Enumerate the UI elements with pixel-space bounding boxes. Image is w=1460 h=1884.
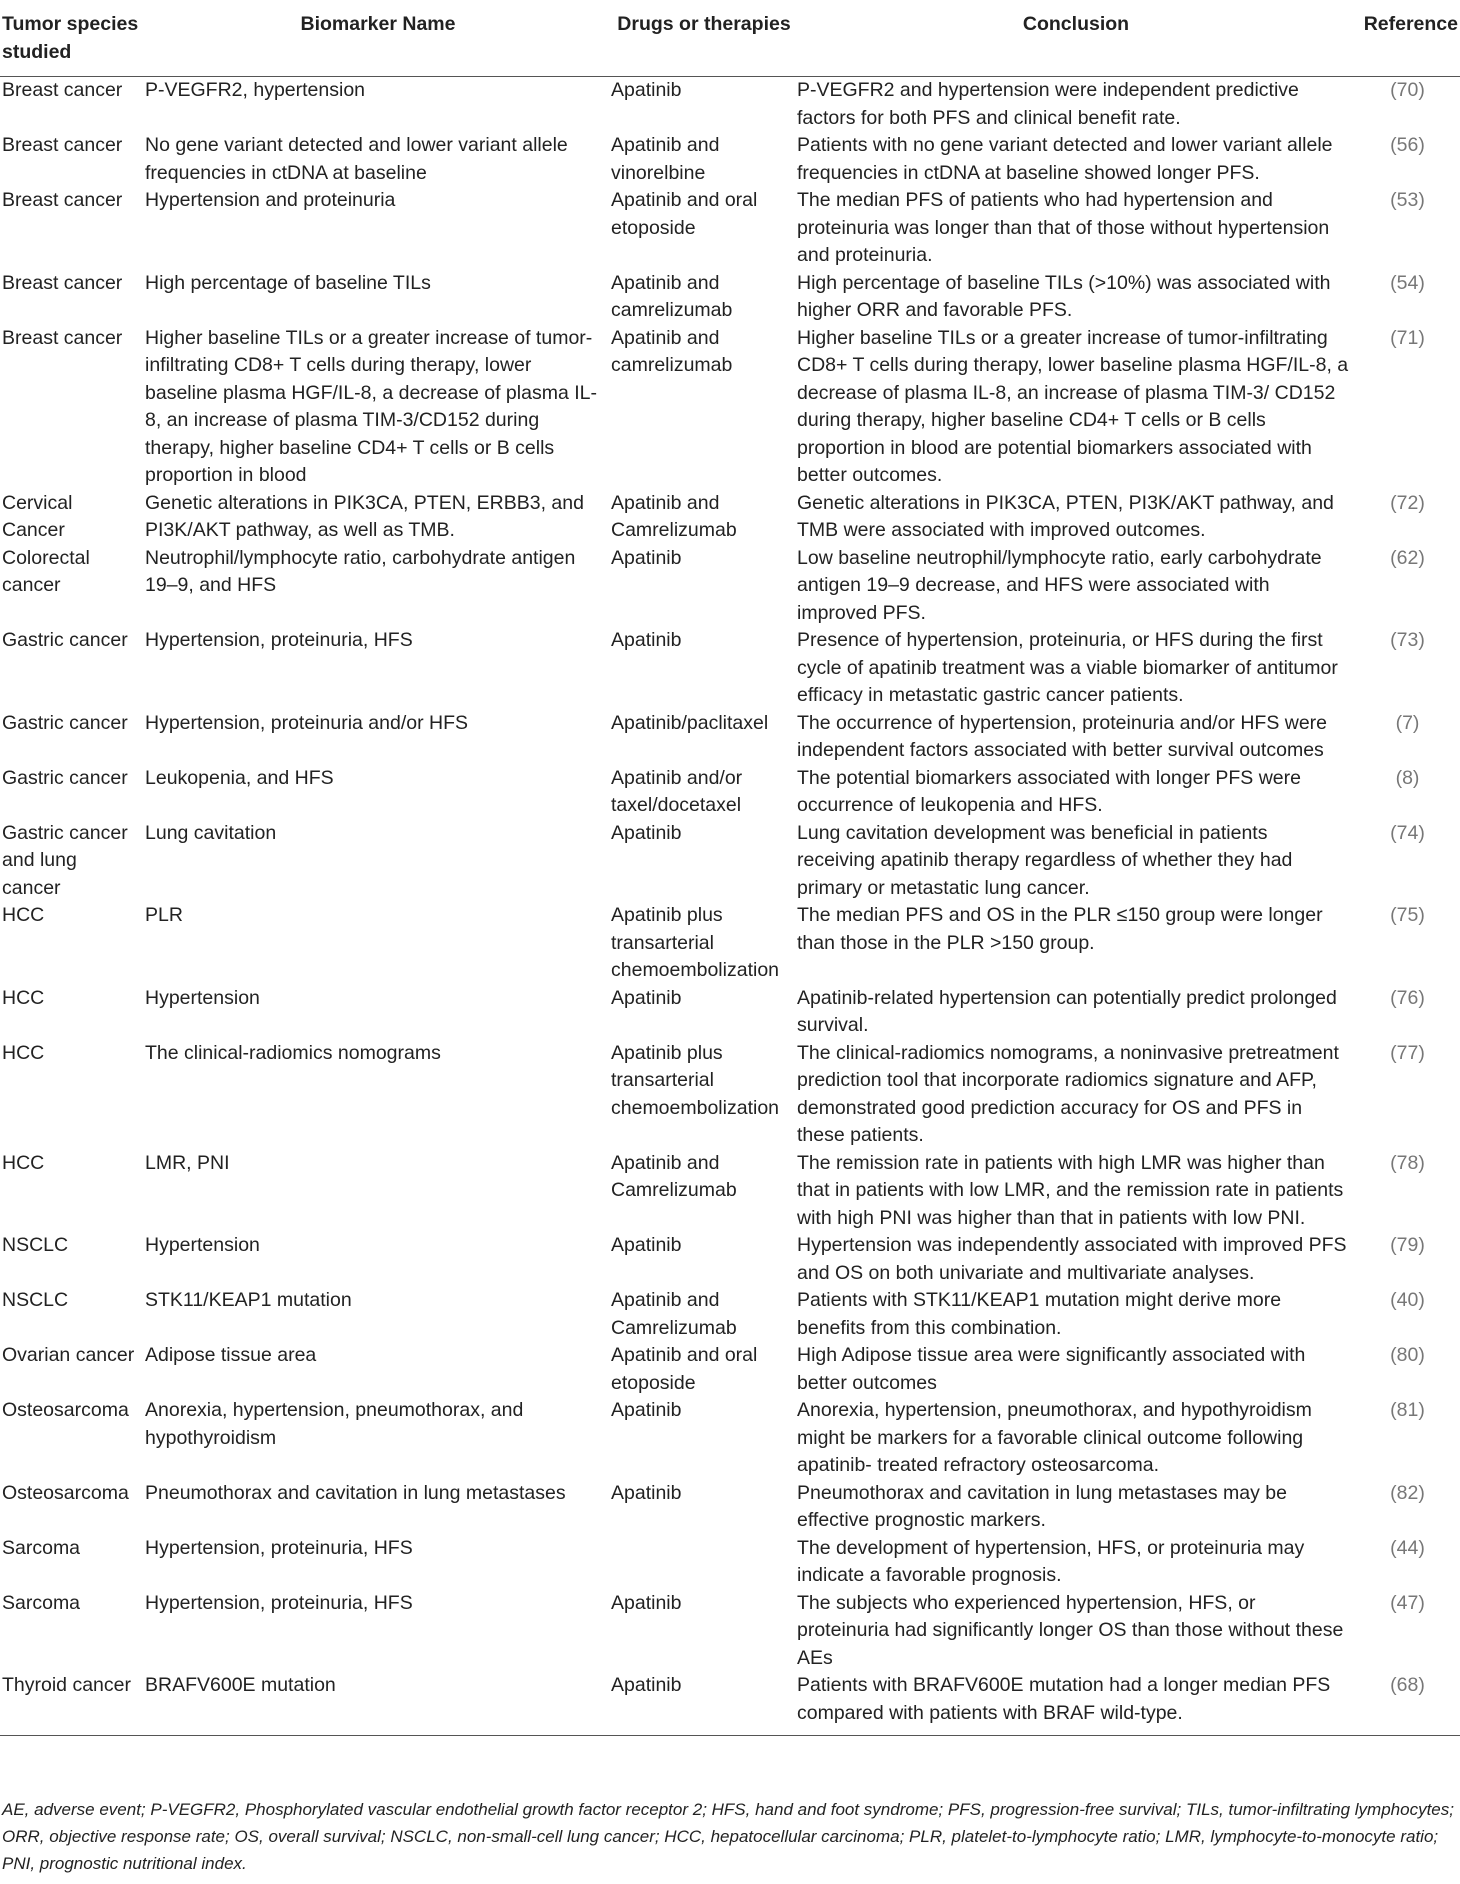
table-row [0, 1040, 1460, 1150]
cell-biomarker: Hypertension [145, 1234, 260, 1256]
cell-reference: (72) [1390, 491, 1425, 514]
cell-drugs: Apatinib and oral etoposide [611, 189, 758, 239]
cell-drugs: Apatinib [611, 546, 682, 569]
cell-drugs: Apatinib [611, 1234, 682, 1256]
cell-reference: (8) [1395, 766, 1420, 789]
cell-conclusion: Anorexia, hypertension, pneumothorax, and hypothyroidism might be markers for a favorable clinical outcome following apatinib- treated refractory osteosarcoma. [797, 1399, 1312, 1476]
cell-drugs: Apatinib [611, 1591, 682, 1614]
cell-conclusion: The potential biomarkers associated with longer PFS were occurrence of leukopenia and HFS. [797, 766, 1301, 816]
header-biomarker: Biomarker Name [145, 2, 611, 77]
cell-reference: (81) [1390, 1399, 1425, 1421]
cell-tumor: HCC [2, 986, 45, 1009]
cell-tumor: Colorectal cancer [2, 546, 90, 596]
cell-conclusion: The subjects who experienced hypertension, HFS, or proteinuria had significantly longer OS than those without these AEs [797, 1591, 1344, 1669]
cell-biomarker: BRAFV600E mutation [145, 1672, 611, 1736]
cell-reference: (40) [1390, 1289, 1425, 1311]
cell-reference: (54) [1390, 271, 1425, 294]
cell-reference: (53) [1390, 189, 1425, 211]
cell-tumor: Gastric cancer [2, 711, 128, 734]
table-header [0, 2, 1460, 77]
table-row [0, 1397, 1460, 1480]
cell-biomarker: The clinical-radiomics nomograms [145, 1041, 441, 1064]
cell-drugs: Apatinib and Camrelizumab [611, 1151, 737, 1201]
cell-biomarker: STK11/KEAP1 mutation [145, 1289, 352, 1311]
cell-tumor: Gastric cancer [2, 766, 128, 789]
cell-tumor: Sarcoma [2, 1536, 81, 1559]
cell-drugs: Apatinib and camrelizumab [611, 326, 733, 376]
table-row [0, 710, 1460, 765]
cell-tumor: NSCLC [2, 1234, 69, 1256]
cell-drugs: Apatinib [611, 1399, 682, 1421]
cell-biomarker: Pneumothorax and cavitation in lung metastases [145, 1481, 566, 1504]
cell-reference: (78) [1390, 1151, 1425, 1174]
cell-reference: (7) [1395, 711, 1420, 734]
cell-drugs: Apatinib plus transarterial chemoembolization [611, 1041, 780, 1119]
cell-conclusion: Higher baseline TILs or a greater increase of tumor-infiltrating CD8+ T cells during therapy, lower baseline plasma HGF/IL-8, a decrease of plasma IL-8, an increase of plasma TIM-3/ CD152 during therapy, higher baseline CD4+ T cells or B cells proportion in blood are potential biomarkers associated with better outcomes. [797, 326, 1349, 486]
cell-biomarker: Anorexia, hypertension, pneumothorax, and hypothyroidism [145, 1399, 524, 1449]
header-conclusion: Conclusion [797, 2, 1355, 77]
cell-drugs: Apatinib and/or taxel/docetaxel [611, 766, 743, 816]
cell-conclusion: Apatinib-related hypertension can potentially predict prolonged survival. [797, 986, 1337, 1036]
cell-tumor: HCC [2, 1151, 45, 1174]
cell-biomarker: Lung cavitation [145, 821, 277, 844]
cell-conclusion: High percentage of baseline TILs (>10%) was associated with higher ORR and favorable PFS. [797, 271, 1331, 321]
cell-conclusion: The clinical-radiomics nomograms, a noninvasive pretreatment prediction tool that incorporate radiomics signature and AFP, demonstrated good prediction accuracy for OS and PFS in these patients. [797, 1041, 1339, 1146]
table-row [0, 1480, 1460, 1535]
cell-reference: (56) [1390, 134, 1425, 156]
cell-conclusion: Genetic alterations in PIK3CA, PTEN, PI3K/AKT pathway, and TMB were associated with improved outcomes. [797, 491, 1334, 541]
cell-drugs: Apatinib [611, 986, 682, 1009]
cell-reference: (73) [1390, 629, 1425, 651]
cell-tumor: Breast cancer [2, 189, 123, 211]
cell-drugs: Apatinib and Camrelizumab [611, 1289, 737, 1339]
table-row [0, 187, 1460, 270]
cell-reference: (70) [1390, 79, 1425, 101]
cell-drugs: Apatinib [611, 1481, 682, 1504]
cell-conclusion: Low baseline neutrophil/lymphocyte ratio, early carbohydrate antigen 19–9 decrease, and HFS were associated with improved PFS. [797, 546, 1322, 624]
cell-conclusion: The development of hypertension, HFS, or proteinuria may indicate a favorable prognosis. [797, 1536, 1305, 1586]
table-row [0, 1150, 1460, 1233]
cell-conclusion: Patients with STK11/KEAP1 mutation might derive more benefits from this combination. [797, 1289, 1282, 1339]
table-row [0, 325, 1460, 490]
cell-conclusion: The median PFS and OS in the PLR ≤150 group were longer than those in the PLR >150 group. [797, 904, 1323, 954]
table-row [0, 270, 1460, 325]
table-row [0, 490, 1460, 545]
cell-reference: (80) [1390, 1344, 1425, 1366]
cell-drugs: Apatinib [611, 629, 682, 651]
cell-tumor: HCC [2, 904, 45, 926]
cell-conclusion: Patients with no gene variant detected and lower variant allele frequencies in ctDNA at baseline showed longer PFS. [797, 134, 1333, 184]
cell-reference: (62) [1390, 546, 1425, 569]
header-reference: Reference [1355, 2, 1460, 77]
cell-reference: (47) [1390, 1591, 1425, 1614]
cell-conclusion: P-VEGFR2 and hypertension were independent predictive factors for both PFS and clinical benefit rate. [797, 79, 1299, 129]
cell-reference: (82) [1390, 1481, 1425, 1504]
header-drugs: Drugs or therapies [611, 2, 797, 77]
cell-biomarker: Genetic alterations in PIK3CA, PTEN, ERBB3, and PI3K/AKT pathway, as well as TMB. [145, 491, 584, 541]
cell-tumor: Cervical Cancer [2, 491, 73, 541]
cell-drugs: Apatinib plus transarterial chemoembolization [611, 904, 780, 981]
table-footnote: AE, adverse event; P-VEGFR2, Phosphorylated vascular endothelial growth factor receptor 2; HFS, hand and foot syndrome; PFS, progression-free survival; TILs, tumor-infiltrating lymphocytes; ORR, objective response rate; OS, overall survival; NSCLC, non-small-cell lung cancer; HCC, hepatocellular carcinoma; PLR, platelet-to-lymphocyte ratio; LMR, lymphocyte-to-monocyte ratio; PNI, prognostic nutritional index. [2, 1800, 1454, 1873]
cell-tumor: Sarcoma [2, 1591, 81, 1614]
table-row [0, 545, 1460, 628]
cell-conclusion: High Adipose tissue area were significantly associated with better outcomes [797, 1344, 1306, 1394]
cell-tumor: Breast cancer [2, 326, 123, 349]
cell-conclusion: Presence of hypertension, proteinuria, or HFS during the first cycle of apatinib treatment was a viable biomarker of antitumor efficacy in metastatic gastric cancer patients. [797, 629, 1338, 706]
cell-conclusion: Hypertension was independently associated with improved PFS and OS on both univariate and multivariate analyses. [797, 1234, 1347, 1284]
cell-tumor: HCC [2, 1041, 45, 1064]
cell-reference: (79) [1390, 1234, 1425, 1256]
cell-biomarker: Hypertension, proteinuria, HFS [145, 629, 413, 651]
cell-tumor: Gastric cancer and lung cancer [2, 821, 128, 899]
cell-biomarker: Adipose tissue area [145, 1344, 317, 1366]
cell-tumor: Ovarian cancer [2, 1344, 135, 1366]
cell-drugs: Apatinib/paclitaxel [611, 711, 769, 734]
cell-biomarker: P-VEGFR2, hypertension [145, 79, 366, 101]
cell-tumor: Osteosarcoma [2, 1399, 129, 1421]
cell-biomarker: PLR [145, 904, 183, 926]
cell-reference: (75) [1390, 904, 1425, 926]
cell-biomarker: High percentage of baseline TILs [145, 271, 431, 294]
cell-reference: (68) [1355, 1672, 1460, 1736]
table-row [0, 985, 1460, 1040]
cell-conclusion: Lung cavitation development was beneficial in patients receiving apatinib therapy regardless of whether they had primary or metastatic lung cancer. [797, 821, 1293, 899]
table-row [0, 1342, 1460, 1397]
cell-biomarker: LMR, PNI [145, 1151, 230, 1174]
cell-biomarker: Hypertension, proteinuria, HFS [145, 1536, 413, 1559]
cell-drugs: Apatinib [611, 1672, 797, 1736]
cell-biomarker: Hypertension, proteinuria, HFS [145, 1591, 413, 1614]
cell-tumor: Osteosarcoma [2, 1481, 129, 1504]
cell-biomarker: No gene variant detected and lower variant allele frequencies in ctDNA at baseline [145, 134, 568, 184]
table-row [0, 132, 1460, 187]
table-row [0, 77, 1460, 133]
cell-reference: (71) [1390, 326, 1425, 349]
header-row [0, 2, 1460, 77]
cell-reference: (74) [1390, 821, 1425, 844]
cell-tumor: Breast cancer [2, 134, 123, 156]
table-row [0, 1287, 1460, 1342]
cell-conclusion: The remission rate in patients with high LMR was higher than that in patients with low LMR, and the remission rate in patients with high PNI was higher than that in patients with low PNI. [797, 1151, 1344, 1229]
cell-tumor: Breast cancer [2, 79, 123, 101]
cell-biomarker: Hypertension [145, 986, 260, 1009]
table-row [0, 902, 1460, 985]
cell-conclusion: Patients with BRAFV600E mutation had a longer median PFS compared with patients with BRAF wild-type. [797, 1672, 1355, 1736]
table-row [0, 1672, 1460, 1736]
cell-biomarker: Neutrophil/lymphocyte ratio, carbohydrate antigen 19–9, and HFS [145, 546, 576, 596]
cell-drugs: Apatinib and Camrelizumab [611, 491, 737, 541]
cell-drugs: Apatinib and camrelizumab [611, 271, 733, 321]
table-row [0, 1590, 1460, 1673]
cell-conclusion: The occurrence of hypertension, proteinuria and/or HFS were independent factors associated with better survival outcomes [797, 711, 1328, 761]
table-row [0, 1232, 1460, 1287]
cell-biomarker: Hypertension and proteinuria [145, 189, 396, 211]
cell-biomarker: Higher baseline TILs or a greater increase of tumor-infiltrating CD8+ T cells during therapy, lower baseline plasma HGF/IL-8, a decrease of plasma IL-8, an increase of plasma TIM-3/CD152 during therapy, higher baseline CD4+ T cells or B cells proportion in blood [145, 326, 597, 486]
cell-drugs: Apatinib and oral etoposide [611, 1344, 758, 1394]
cell-drugs: Apatinib [611, 79, 682, 101]
cell-tumor: Thyroid cancer [0, 1672, 145, 1736]
table-body [0, 77, 1460, 1736]
table-row [0, 765, 1460, 820]
cell-biomarker: Hypertension, proteinuria and/or HFS [145, 711, 468, 734]
table-row [0, 820, 1460, 903]
cell-conclusion: Pneumothorax and cavitation in lung metastases may be effective prognostic markers. [797, 1481, 1287, 1531]
biomarker-table [0, 2, 1460, 1736]
cell-reference: (76) [1390, 986, 1425, 1009]
table-row [0, 1535, 1460, 1590]
cell-tumor: Gastric cancer [2, 629, 128, 651]
cell-conclusion: The median PFS of patients who had hypertension and proteinuria was longer than that of those without hypertension and proteinuria. [797, 189, 1330, 266]
cell-reference: (77) [1390, 1041, 1425, 1064]
header-tumor: Tumor species studied [0, 2, 145, 77]
cell-tumor: NSCLC [2, 1289, 69, 1311]
cell-tumor: Breast cancer [2, 271, 123, 294]
cell-biomarker: Leukopenia, and HFS [145, 766, 334, 789]
table-row [0, 627, 1460, 710]
cell-drugs: Apatinib and vinorelbine [611, 134, 720, 184]
cell-reference: (44) [1390, 1536, 1425, 1559]
cell-drugs: Apatinib [611, 821, 682, 844]
cell-drugs [611, 1535, 797, 1590]
